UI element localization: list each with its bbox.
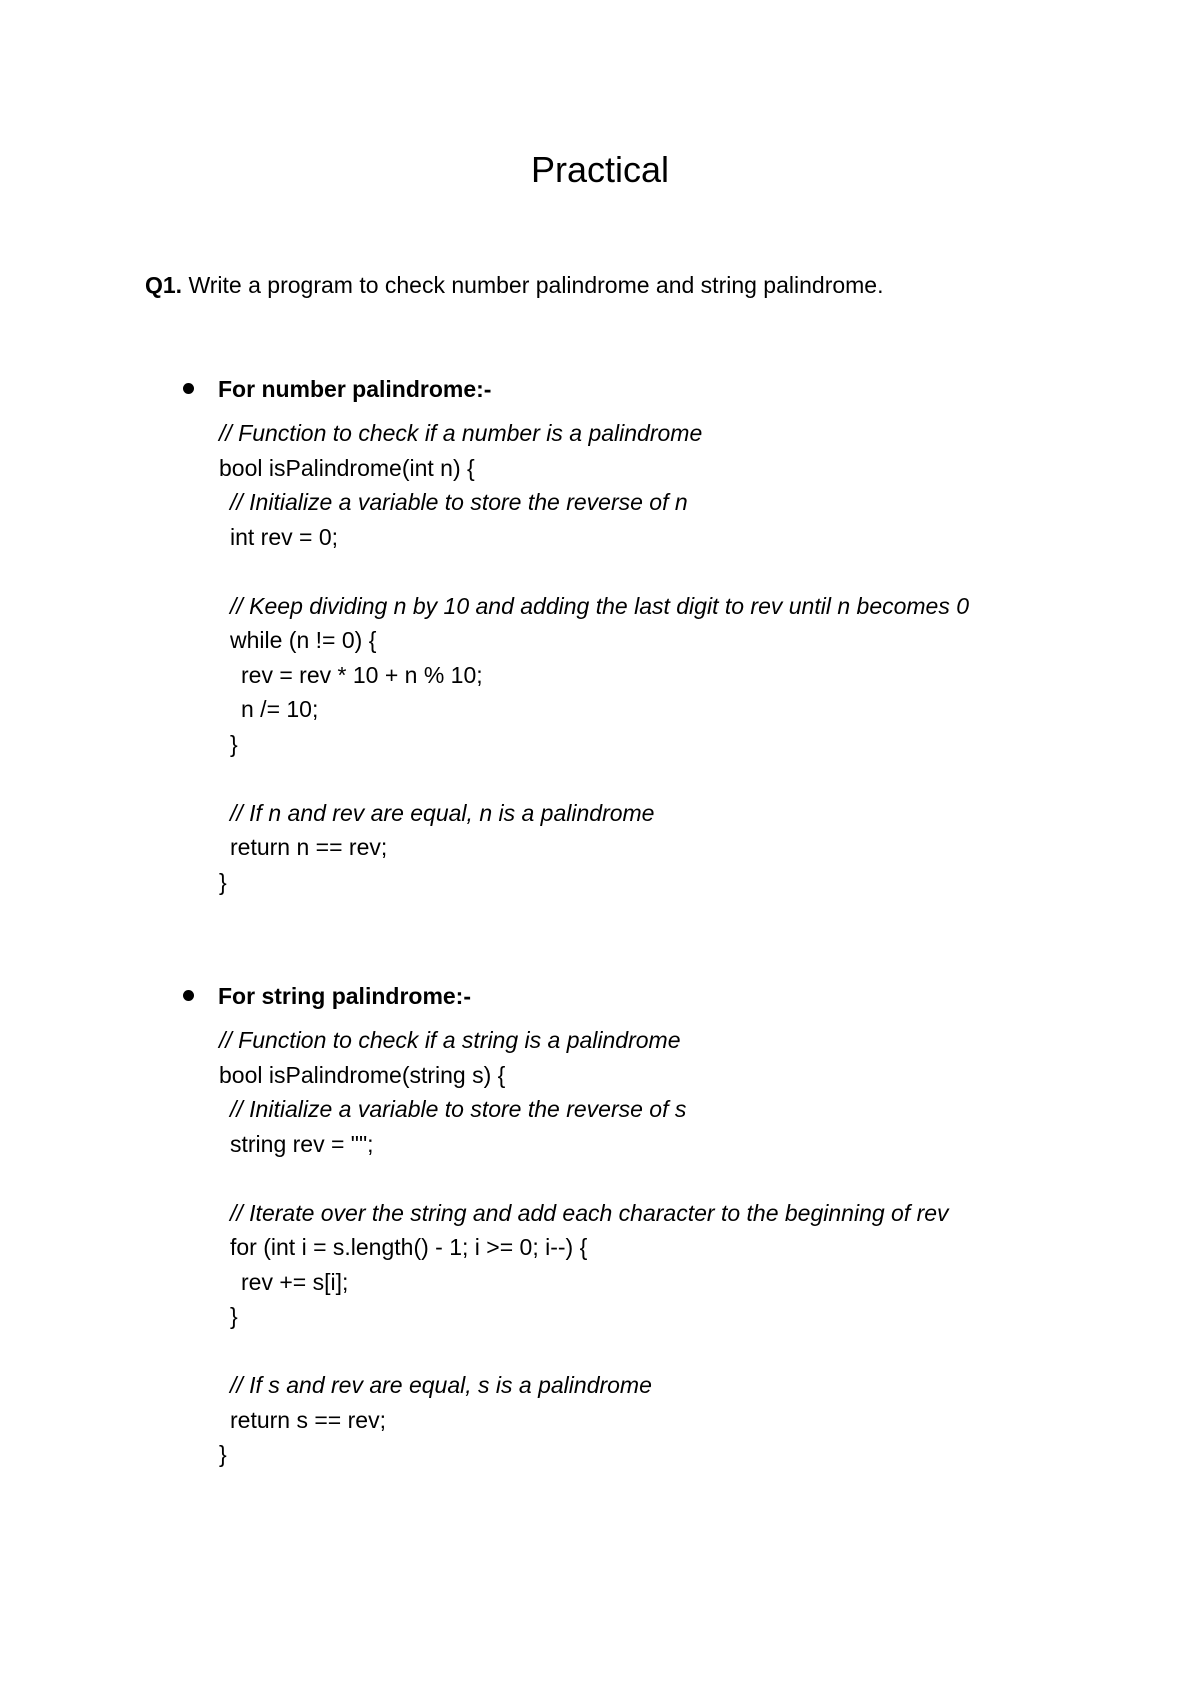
code-line: return s == rev; xyxy=(230,1406,386,1433)
code-comment-line: // If s and rev are equal, s is a palindrome xyxy=(230,1372,652,1398)
code-comment-line: // Initialize a variable to store the reverse of n xyxy=(230,489,688,515)
section-heading: For number palindrome:- xyxy=(218,376,492,402)
code-line: while (n != 0) { xyxy=(230,627,377,653)
code-line: bool isPalindrome(string s) { xyxy=(219,1061,506,1088)
code-line: string rev = ""; xyxy=(230,1130,374,1157)
code-comment-line: // Iterate over the string and add each character to the beginning of rev xyxy=(230,1199,949,1226)
code-line: } xyxy=(219,868,227,895)
section-heading-row xyxy=(0,980,1200,1012)
code-comment-line: // If n and rev are equal, n is a palindrome xyxy=(230,799,655,826)
section-heading: For string palindrome:- xyxy=(218,983,471,1009)
page-title: Practical xyxy=(530,149,670,190)
code-line: } xyxy=(219,1441,227,1467)
code-line: int rev = 0; xyxy=(230,523,339,550)
code-line: } xyxy=(230,1303,238,1329)
code-line: rev = rev * 10 + n % 10; xyxy=(241,661,483,688)
section-heading-row xyxy=(0,373,1200,405)
code-line: rev += s[i]; xyxy=(241,1268,349,1295)
bullet-icon xyxy=(183,990,194,1001)
question-text: Write a program to check number palindrome and string palindrome. xyxy=(182,272,884,298)
question-prompt xyxy=(145,270,884,300)
code-line: n /= 10; xyxy=(241,696,319,722)
code-comment-line: // Function to check if a number is a palindrome xyxy=(219,420,703,446)
code-comment-line: // Initialize a variable to store the reverse of s xyxy=(230,1096,687,1122)
code-comment-line: // Function to check if a string is a palindrome xyxy=(219,1027,681,1053)
code-line: return n == rev; xyxy=(230,834,388,860)
code-line: bool isPalindrome(int n) { xyxy=(219,454,475,481)
bullet-icon xyxy=(183,383,194,394)
question-number: Q1. xyxy=(145,272,183,298)
code-line: for (int i = s.length() - 1; i >= 0; i--) { xyxy=(230,1234,588,1260)
code-comment-line: // Keep dividing n by 10 and adding the last digit to rev until n becomes 0 xyxy=(230,592,970,619)
code-line: } xyxy=(230,730,238,757)
